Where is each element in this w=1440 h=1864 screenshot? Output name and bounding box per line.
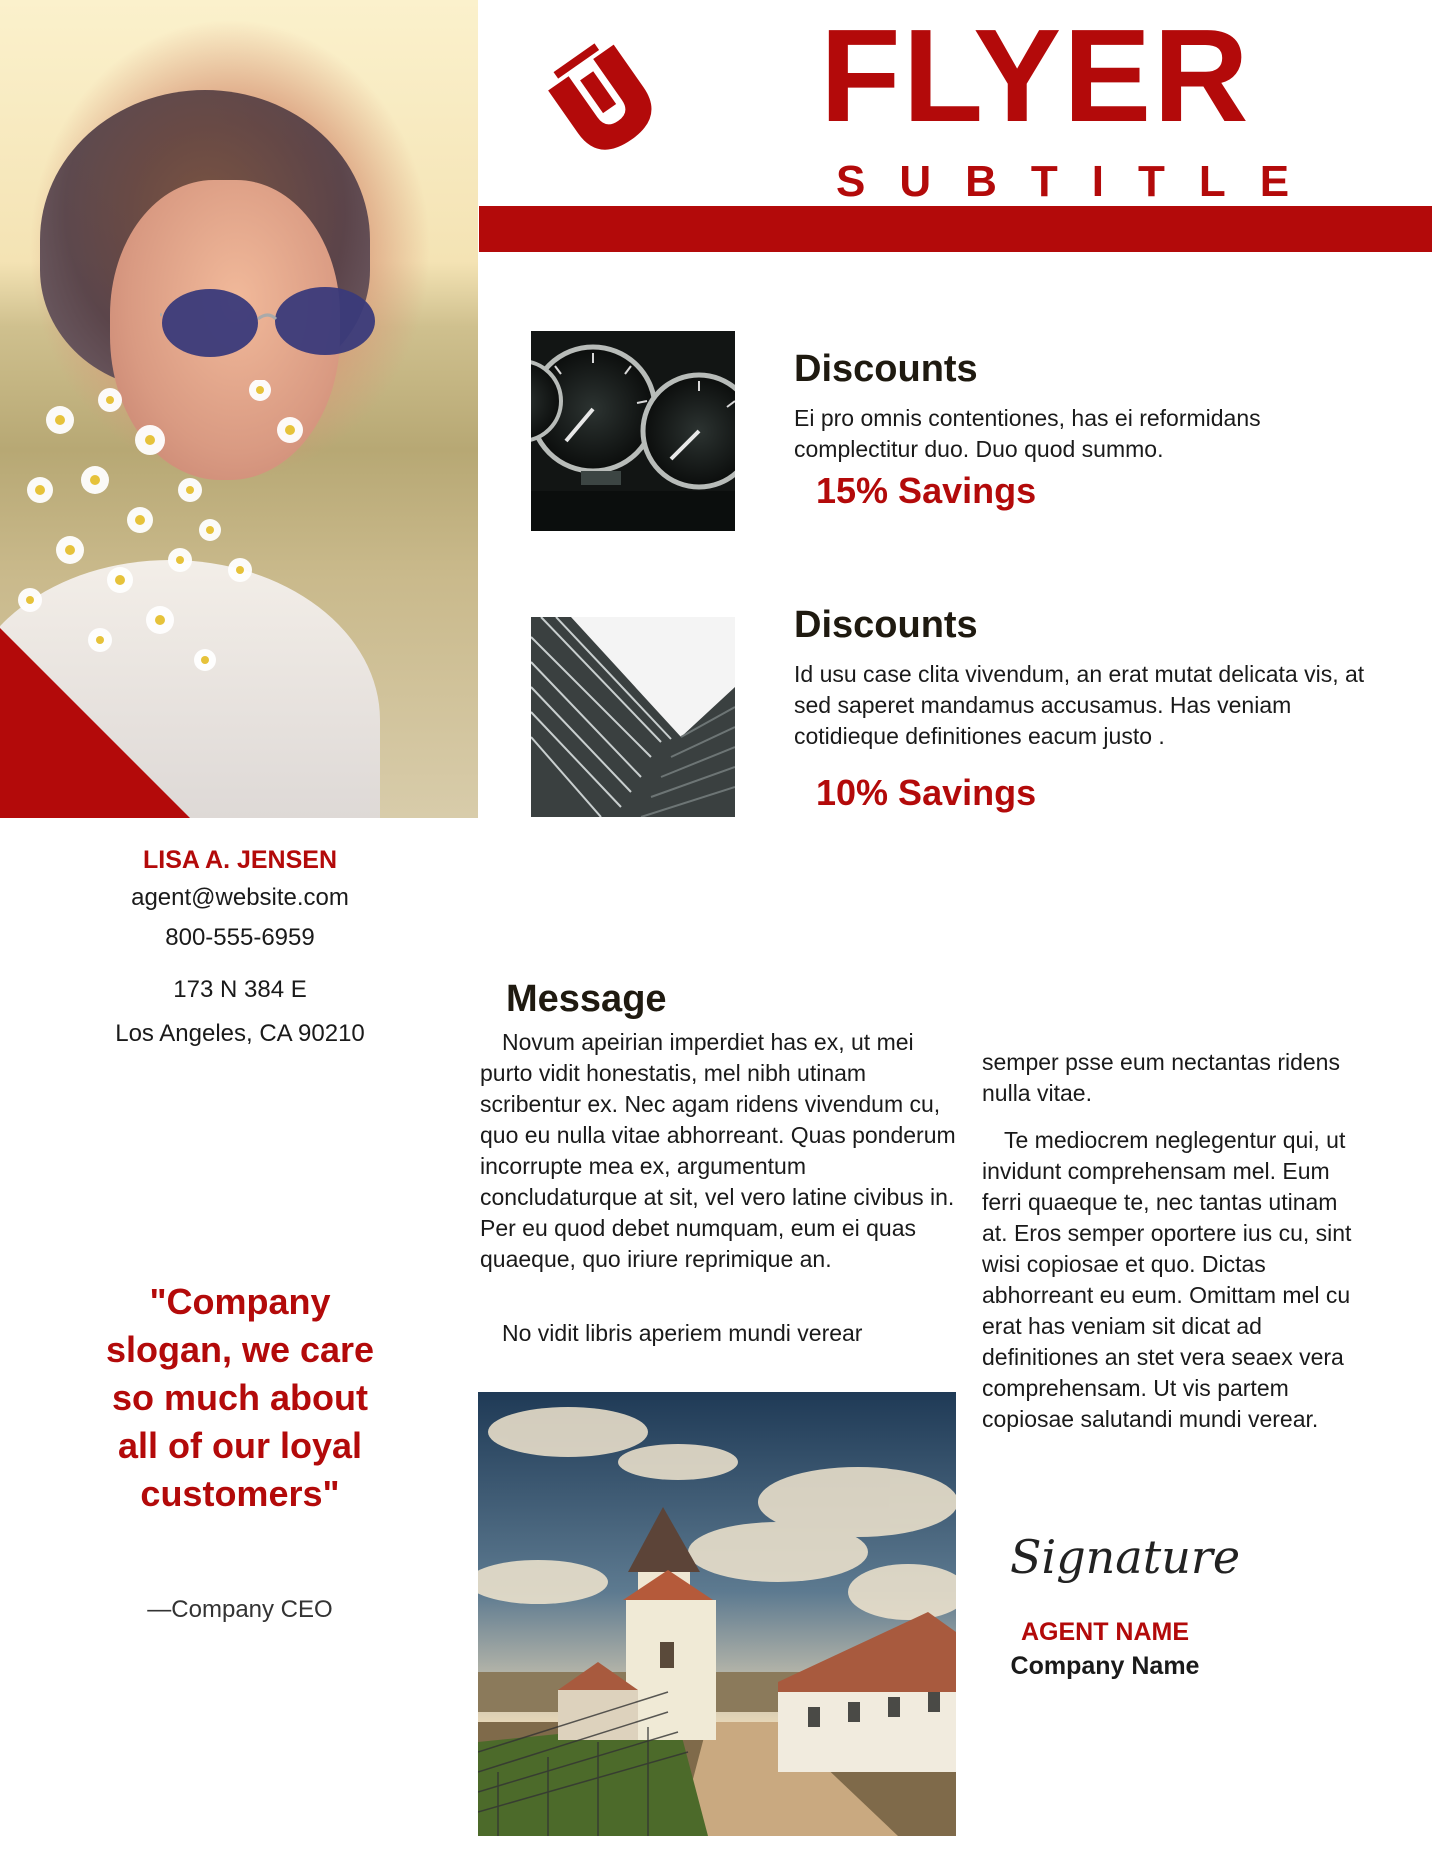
agent-address-line1: 173 N 384 E [173,976,307,1003]
message-paragraph-1: Novum apeirian imperdiet has ex, ut mei purto vidit honestatis, mel nibh utinam scribentur ex. Nec agam ridens vivendum cu, quo eu nulla vitae abhorreant. Quas ponderum incorrupte mea ex, argumentum concludaturque at sit, vel vero latine civibus in. Per eu quod debet numquam, eum ei quas quaeque, quo iriure reprimique an. [480,1029,956,1272]
signoff-agent-name: AGENT NAME [1020,1618,1190,1646]
message-paragraph-2-start: No vidit libris aperiem mundi verear [502,1320,863,1346]
signature: Signature [1010,1530,1241,1584]
agent-name: LISA A. JENSEN [142,846,338,874]
agent-email-link[interactable]: agent@website.com [131,884,349,911]
speedometer-photo [531,331,735,531]
signoff-company-name: Company Name [1010,1652,1200,1680]
message-paragraph-3: Te mediocrem neglegentur qui, ut invidunt comprehensam mel. Eum ferri quaeque te, nec tantas utinam at. Eros semper oportere ius cu, sint wisi copiosae et quo. Dictas abhorreant eu eum. Omittam mel cu erat has veniam sit dicat ad definitiones an stet vera seaex vera comprehensam. Ut vis partem copiosae salutandi mundi verear. [982,1127,1352,1432]
offer-2-savings: 10% Savings [816,772,1037,813]
hero-corner-triangle [0,628,190,818]
agent-address-line2: Los Angeles, CA 90210 [115,1020,365,1047]
flyer-subtitle: SUBTITLE [836,157,1324,206]
agent-phone: 800-555-6959 [165,924,315,951]
building-photo [531,617,735,817]
offer-1-text: Ei pro omnis contentiones, has ei reformidans complectitur duo. Duo quod summo. [794,405,1261,462]
brand-logo-icon [540,40,670,164]
message-title: Message [506,978,667,1020]
slogan-attribution: —Company CEO [147,1596,333,1623]
church-village-photo [478,1392,956,1836]
message-paragraph-2-end: semper psse eum nectantas ridens nulla vitae. [982,1049,1340,1106]
flyer-title: FLYER [820,2,1251,149]
offer-2-text: Id usu case clita vivendum, an erat mutat delicata vis, at sed saperet mandamus accusamus. Has veniam cotidieque definitiones eacum justo . [794,661,1365,749]
header-accent-bar [479,206,1432,252]
offer-2-title: Discounts [794,604,978,646]
company-slogan: "Company slogan, we care so much about all of our loyal customers" [105,1281,375,1514]
offer-1-savings: 15% Savings [816,470,1037,511]
offer-1-title: Discounts [794,348,978,390]
